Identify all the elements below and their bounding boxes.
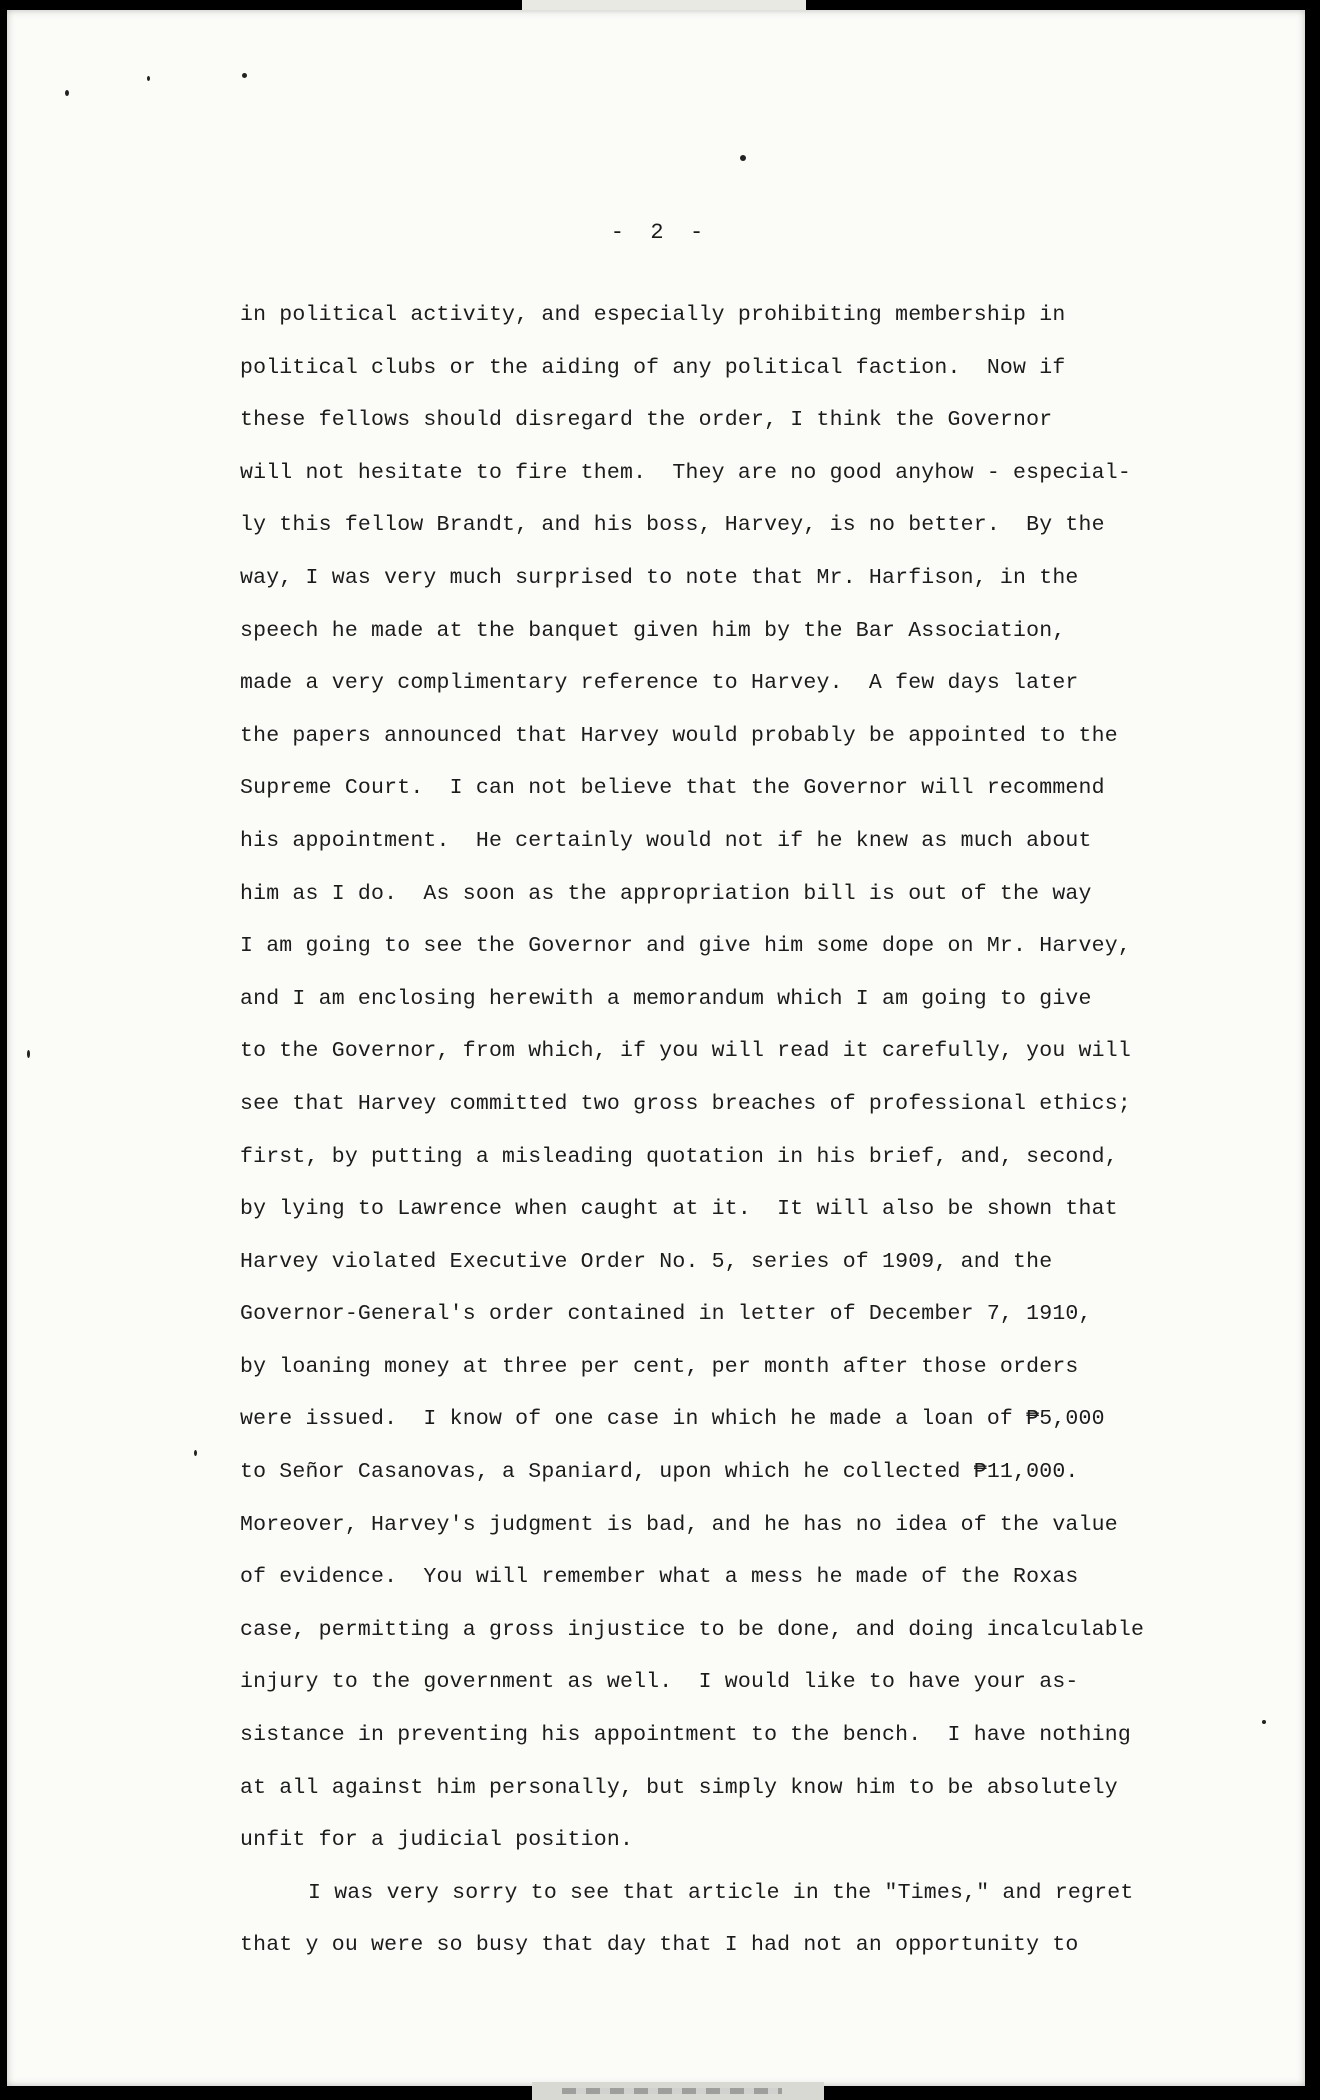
text-line: Supreme Court. I can not believe that the Governor will recommend (240, 776, 1105, 801)
scan-speck (194, 1450, 197, 1456)
text-line: to Señor Casanovas, a Spaniard, upon which he collected ₱11,000. (240, 1460, 1079, 1485)
text-line: made a very complimentary reference to Harvey. A few days later (240, 671, 1079, 696)
text-line: by loaning money at three per cent, per month after those orders (240, 1354, 1079, 1379)
scan-speck (27, 1050, 30, 1058)
text-line: and I am enclosing herewith a memorandum which I am going to give (240, 986, 1092, 1011)
scan-speck (147, 76, 150, 81)
text-line: Harvey violated Executive Order No. 5, series of 1909, and the (240, 1249, 1053, 1274)
text-line: his appointment. He certainly would not if he knew as much about (240, 828, 1092, 853)
text-line: Governor-General's order contained in letter of December 7, 1910, (240, 1302, 1092, 1327)
text-line: see that Harvey committed two gross breaches of professional ethics; (240, 1091, 1131, 1116)
scan-speck (1262, 1720, 1266, 1724)
text-line: at all against him personally, but simply know him to be absolutely (240, 1775, 1118, 1800)
text-line: I am going to see the Governor and give him some dope on Mr. Harvey, (240, 934, 1131, 959)
text-line: these fellows should disregard the order, I think the Governor (240, 408, 1053, 433)
text-line: first, by putting a misleading quotation in his brief, and, second, (240, 1144, 1118, 1169)
text-line: were issued. I know of one case in which he made a loan of ₱5,000 (240, 1407, 1105, 1432)
text-line: sistance in preventing his appointment to the bench. I have nothing (240, 1723, 1131, 1748)
text-line: way, I was very much surprised to note that Mr. Harfison, in the (240, 565, 1079, 590)
scan-bottom-tab (532, 2082, 824, 2100)
text-line: injury to the government as well. I would like to have your as- (240, 1670, 1079, 1695)
text-line: ly this fellow Brandt, and his boss, Harvey, is no better. By the (240, 513, 1105, 538)
text-line: the papers announced that Harvey would probably be appointed to the (240, 723, 1118, 748)
text-line: that y ou were so busy that day that I had not an opportunity to (240, 1933, 1079, 1958)
text-line: unfit for a judicial position. (240, 1828, 634, 1853)
scan-speck (242, 73, 247, 78)
scan-speck (65, 90, 69, 96)
page-number: - 2 - (610, 220, 704, 245)
text-line: case, permitting a gross injustice to be done, and doing incalculable (240, 1617, 1145, 1642)
text-line: Moreover, Harvey's judgment is bad, and he has no idea of the value (240, 1512, 1118, 1537)
text-line: by lying to Lawrence when caught at it. It will also be shown that (240, 1197, 1118, 1222)
text-line: in political activity, and especially prohibiting membership in (240, 303, 1066, 327)
scan-top-tab (522, 0, 806, 10)
text-line: will not hesitate to fire them. They are no good anyhow - especial- (240, 460, 1131, 485)
text-line: I was very sorry to see that article in the "Times," and regret (308, 1880, 1134, 1905)
text-line: speech he made at the banquet given him by the Bar Association, (240, 618, 1066, 643)
text-line: of evidence. You will remember what a mess he made of the Roxas (240, 1565, 1079, 1590)
letter-body (240, 294, 1170, 1977)
text-line: to the Governor, from which, if you will read it carefully, you will (240, 1039, 1131, 1064)
text-line: political clubs or the aiding of any political faction. Now if (240, 355, 1066, 380)
scan-speck (740, 155, 746, 161)
document-page (7, 10, 1305, 2086)
text-line: him as I do. As soon as the appropriation bill is out of the way (240, 881, 1092, 906)
